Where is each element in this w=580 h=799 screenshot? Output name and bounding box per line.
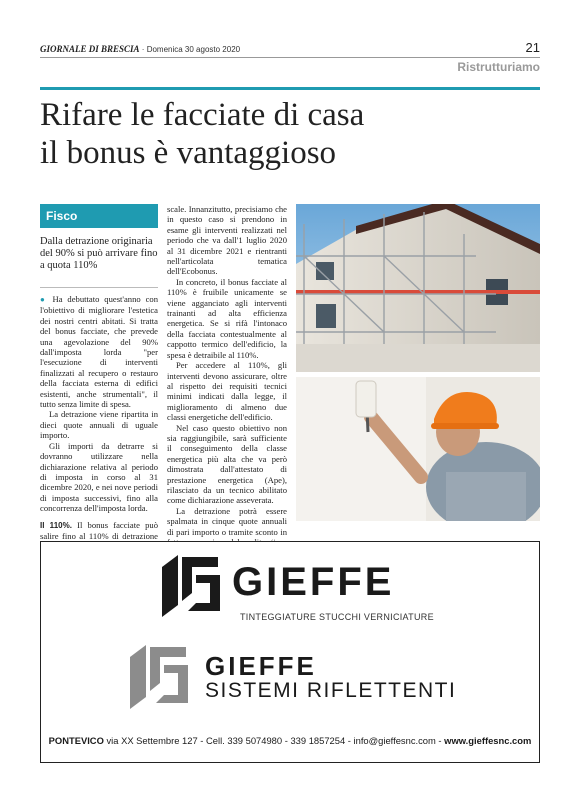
title-line-1: Rifare le facciate di casa — [40, 97, 365, 133]
paragraph: In concreto, il bonus facciate al 110% è fruibile unicamente se viene agganciato agli interventi trainanti ad alta efficienza energetica. Se si rifà l'intonaco della facciata contestualmente al cappotto termico dell'edificio, la spesa è detraibile al 110%. — [167, 276, 287, 360]
gieffe-logo-icon — [160, 553, 222, 619]
paragraph: La detrazione viene ripartita in dieci quote annuali di uguale importo. — [40, 409, 158, 441]
advertiser-contact-line — [40, 735, 540, 746]
section-label: Ristrutturiamo — [457, 60, 540, 74]
text-column-1 — [40, 294, 158, 552]
paragraph: Per accedere al 110%, gli interventi devono assicurare, oltre al rispetto dei requisiti tecnici minimi indicati dalla legge, il miglioramento di almeno due classi energetiche dell'edificio. — [167, 360, 287, 423]
article-title — [40, 96, 540, 172]
page-number: 21 — [525, 40, 540, 55]
paragraph-text: Ha debuttato quest'anno con l'obiettivo di migliorare l'estetica dei nostri centri abitati. Si tratta del bonus facciate, che prevede una agevolazione del 90% dall'imposta lorda "per l'esecuzione di interventi finalizzati al recupero o restauro della facciata esterna di edifici esistenti, anche strumentali", il tutto senza limite di spesa. — [40, 294, 158, 410]
painter-illustration — [296, 377, 540, 521]
header-separator: · — [141, 45, 145, 54]
paragraph-text: Il bonus facciate può salire fino al 110% di detrazione — [40, 519, 158, 541]
advertiser-tagline-secondary: SISTEMI RIFLETTENTI — [205, 679, 457, 702]
advertiser-website: www.gieffesnc.com — [444, 735, 532, 746]
section-rule — [40, 87, 540, 90]
house-scaffolding-illustration — [296, 204, 540, 372]
subtitle-divider — [40, 287, 158, 288]
paragraph — [40, 294, 158, 409]
paragraph-lead: Il 110%. — [40, 520, 72, 530]
advertiser-brand-secondary: GIEFFE — [205, 651, 317, 681]
bullet-icon: ● — [40, 295, 48, 304]
advertiser-tagline-primary: TINTEGGIATURE STUCCHI VERNICIATURE — [240, 612, 434, 622]
kicker-label: Fisco — [40, 204, 158, 228]
gieffe-logo-gray-icon — [128, 643, 190, 711]
painter-photo — [296, 377, 540, 521]
advertiser-brand-primary: GIEFFE — [232, 560, 395, 604]
masthead-line — [40, 44, 240, 54]
advertiser-address-phone-email: via XX Settembre 127 - Cell. 339 5074980 - 339 1857254 - info@gieffesnc.com - — [103, 735, 445, 746]
house-scaffolding-photo — [296, 204, 540, 372]
paragraph: Nel caso questo obiettivo non sia raggiungibile, sarà sufficiente il conseguimento della classe energetica più alta che va però dimostrata dall'attestato di prestazione energetica (Ape), rilasciato da un tecnico abilitato come dichiarazione asseverata. — [167, 422, 287, 506]
header-divider — [40, 57, 540, 58]
publication-name: GIORNALE DI BRESCIA — [40, 44, 140, 54]
paragraph: scale. Innanzitutto, precisiamo che in questo caso si prendono in esame gli interventi realizzati nel periodo che va dall'1 luglio 2020 al 31 dicembre 2021 e rientranti nell'articolata tematica dell'Ecobonus. — [167, 204, 287, 277]
title-line-2: il bonus è vantaggioso — [40, 135, 337, 171]
paragraph: La detrazione potrà essere spalmata in cinque quote annuali di pari importo o tramite sconto in — [167, 505, 287, 537]
advertiser-city: PONTEVICO — [48, 735, 104, 746]
paragraph: Gli importi da detrarre si dovranno utilizzare nella dichiarazione relativa al periodo di imposta in corso al 31 dicembre 2020, e nei nove periodi di imposta successivi, fino alla concorrenza dell'imposta lorda. — [40, 440, 158, 514]
text-column-2 — [167, 204, 287, 547]
article-subtitle: Dalla detrazione originaria del 90% si può arrivare fino a quota 110% — [40, 236, 158, 271]
issue-date: Domenica 30 agosto 2020 — [146, 45, 241, 54]
